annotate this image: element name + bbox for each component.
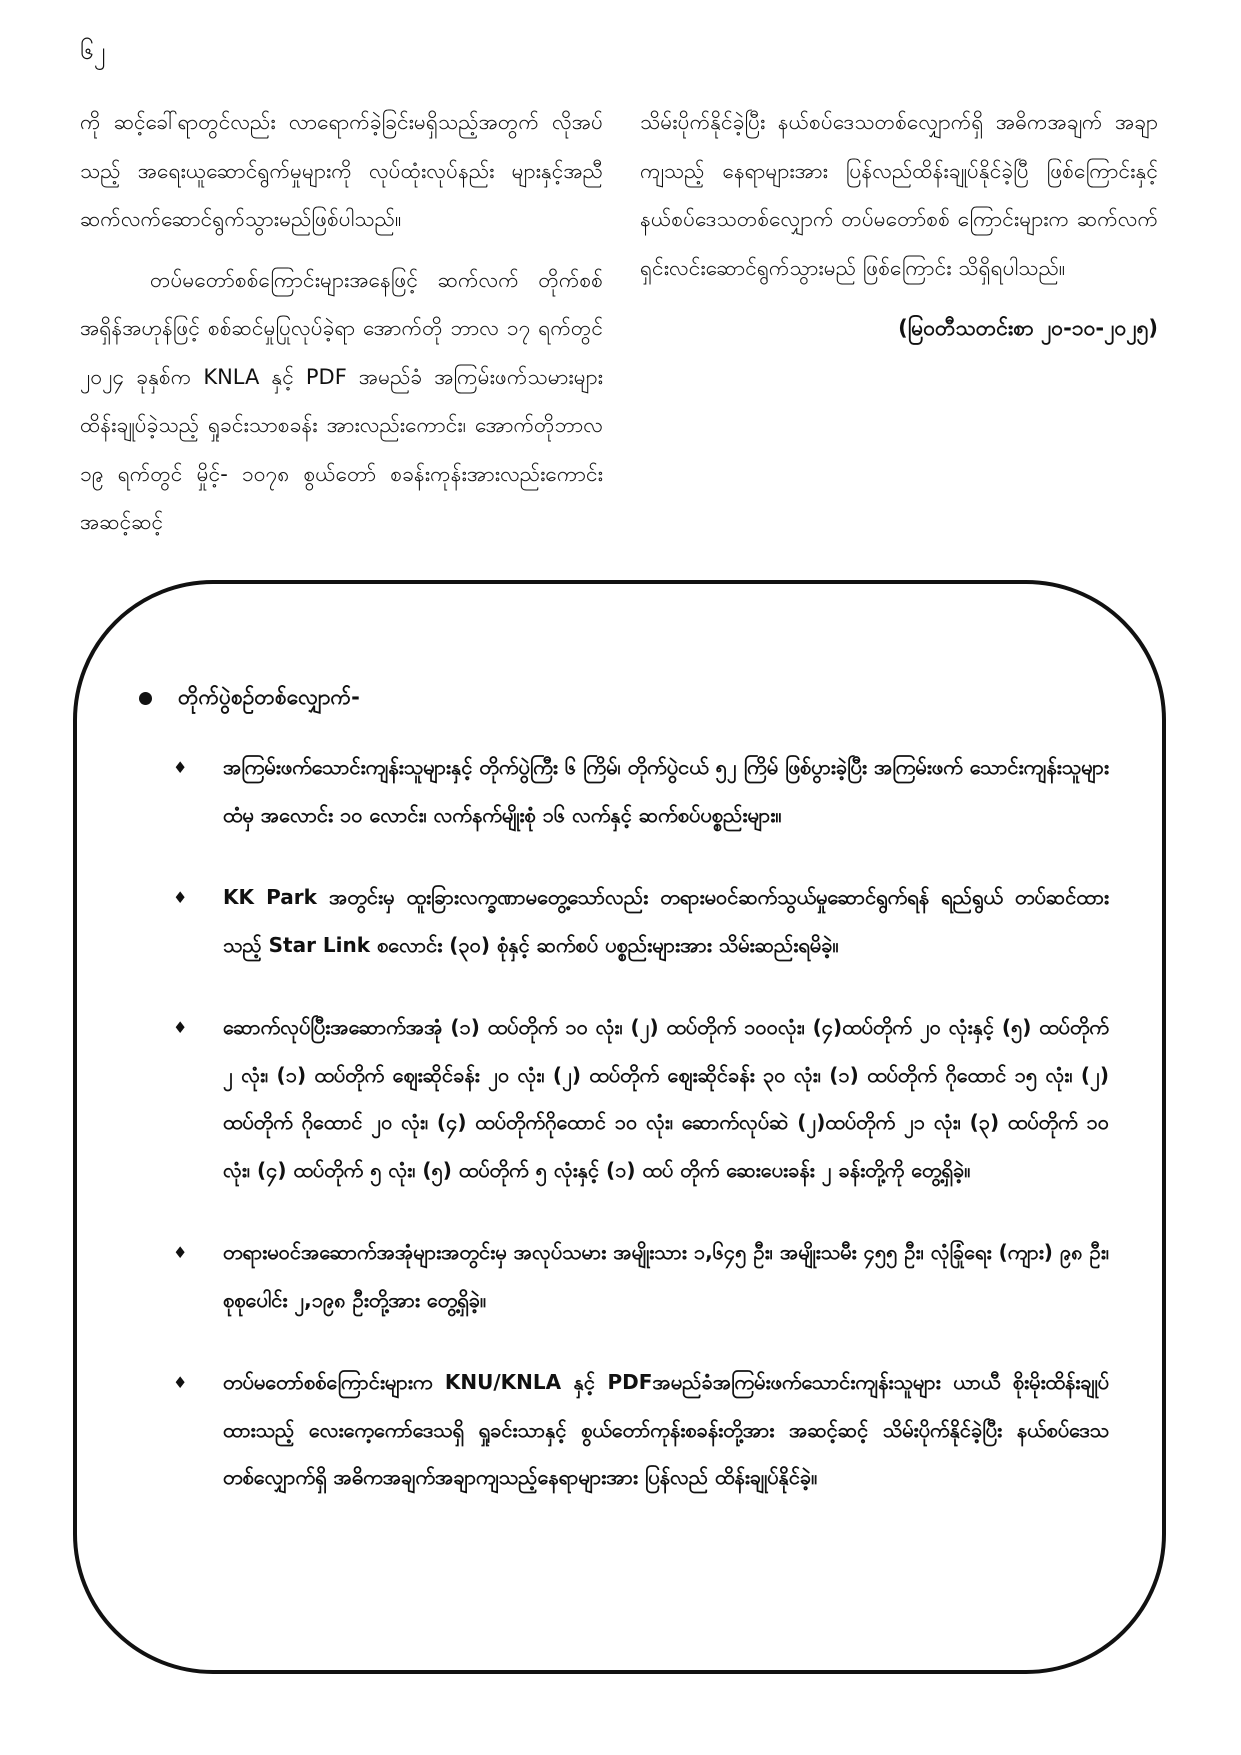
summary-list xyxy=(169,744,1109,1537)
page-number: ၆၂ xyxy=(80,37,106,65)
summary-item-text: တရားမဝင်အဆောက်အအုံများအတွင်းမှ အလုပ်သမား အမျိုးသား ၁,၆၄၅ ဦး၊ အမျိုးသမီး ၄၅၅ ဦး၊ လုံခြုံရေး (ကျား) ၉၈ ဦး၊ စုစုပေါင်း ၂,၁၉၈ ဦးတို့အား တွေ့ရှိခဲ့။ xyxy=(223,1240,1109,1312)
summary-list-item xyxy=(169,1004,1109,1194)
diamond-bullet-icon: ♦ xyxy=(173,1243,188,1262)
article-paragraph: တပ်မတော်စစ်ကြောင်းများအနေဖြင့် ဆက်လက် တိုက်စစ်အရှိန်အဟုန်ဖြင့် စစ်ဆင်မှုပြုလုပ်ခဲ့ရာ အောက်တို ဘာလ ၁၇ ရက်တွင် ၂၀၂၄ ခုနှစ်က KNLA နှင့် PDF အမည်ခံ အကြမ်းဖက်သမားများ ထိန်းချုပ်ခဲ့သည့် ရှုခင်းသာစခန်း အားလည်းကောင်း၊ အောက်တိုဘာလ ၁၉ ရက်တွင် မှိုင့်- ၁၀၇၈ စွယ်တော် စခန်းကုန်းအားလည်းကောင်း အဆင့်ဆင့် xyxy=(80,267,603,534)
article-source: (မြဝတီသတင်းစာ ၂၀-၁၀-၂၀၂၅) xyxy=(898,316,1158,340)
summary-list-item xyxy=(169,1359,1109,1502)
article-right-column xyxy=(640,98,1158,365)
summary-heading xyxy=(139,682,360,712)
summary-list-item xyxy=(169,874,1109,969)
diamond-bullet-icon: ♦ xyxy=(173,1018,188,1037)
article-paragraph: ကို ဆင့်ခေါ်ရာတွင်လည်း လာရောက်ခဲ့ခြင်းမရှိသည့်အတွက် လိုအပ်သည့် အရေးယူဆောင်ရွက်မှုများကို လုပ်ထုံးလုပ်နည်း များနှင့်အညီဆက်လက်ဆောင်ရွက်သွားမည်ဖြစ်ပါသည်။ xyxy=(80,110,603,231)
summary-list-item xyxy=(169,1229,1109,1324)
summary-item-text: KK Park အတွင်းမှ ထူးခြားလက္ခဏာမတွေ့သော်လည်း တရားမဝင်ဆက်သွယ်မှုဆောင်ရွက်ရန် ရည်ရွယ် တပ်ဆင်ထားသည့် Star Link စလောင်း (၃၀) စုံနှင့် ဆက်စပ် ပစ္စည်းများအား သိမ်းဆည်းရမိခဲ့။ xyxy=(223,885,1109,957)
summary-box xyxy=(73,580,1166,1674)
summary-item-text: တပ်မတော်စစ်ကြောင်းများက KNU/KNLA နှင့် PDFအမည်ခံအကြမ်းဖက်သောင်းကျန်းသူများ ယာယီ စိုးမိုးထိန်းချုပ်ထားသည့် လေးကေ့ကော်ဒေသရှိ ရှုခင်းသာနှင့် စွယ်တော်ကုန်းစခန်းတို့အား အဆင့်ဆင့် သိမ်းပိုက်နိုင်ခဲ့ပြီး နယ်စပ်ဒေသတစ်လျှောက်ရှိ အဓိကအချက်အချာကျသည့်နေရာများအား ပြန်လည် ထိန်းချုပ်နိုင်ခဲ့။ xyxy=(223,1370,1109,1489)
article-paragraph: သိမ်းပိုက်နိုင်ခဲ့ပြီး နယ်စပ်ဒေသတစ်လျှောက်ရှိ အဓိကအချက် အချာကျသည့် နေရာများအား ပြန်လည်ထိန်းချုပ်နိုင်ခဲ့ပြီ ဖြစ်ကြောင်းနှင့် နယ်စပ်ဒေသတစ်လျှောက် တပ်မတော်စစ် ကြောင်းများက ဆက်လက်ရှင်းလင်းဆောင်ရွက်သွားမည် ဖြစ်ကြောင်း သိရှိရပါသည်။ xyxy=(640,110,1158,280)
diamond-bullet-icon: ♦ xyxy=(173,1373,188,1392)
diamond-bullet-icon: ♦ xyxy=(173,888,188,907)
summary-heading-text: တိုက်ပွဲစဉ်တစ်လျှောက်- xyxy=(178,685,360,709)
bullet-dot-icon xyxy=(139,692,152,705)
summary-item-text: အကြမ်းဖက်သောင်းကျန်းသူများနှင့် တိုက်ပွဲကြီး ၆ ကြိမ်၊ တိုက်ပွဲငယ် ၅၂ ကြိမ် ဖြစ်ပွားခဲ့ပြီး အကြမ်းဖက် သောင်းကျန်းသူများထံမှ အလောင်း ၁၀ လောင်း၊ လက်နက်မျိုးစုံ ၁၆ လက်နှင့် ဆက်စပ်ပစ္စည်းများ။ xyxy=(223,755,1109,827)
diamond-bullet-icon: ♦ xyxy=(173,758,188,777)
summary-item-text: ဆောက်လုပ်ပြီးအဆောက်အအုံ (၁) ထပ်တိုက် ၁၀ လုံး၊ (၂) ထပ်တိုက် ၁၀၀လုံး၊ (၄)ထပ်တိုက် ၂၀ လုံးနှင့် (၅) ထပ်တိုက် ၂ လုံး၊ (၁) ထပ်တိုက် ဈေးဆိုင်ခန်း ၂၀ လုံး၊ (၂) ထပ်တိုက် ဈေးဆိုင်ခန်း ၃၀ လုံး၊ (၁) ထပ်တိုက် ဂိုထောင် ၁၅ လုံး၊ (၂) ထပ်တိုက် ဂိုထောင် ၂၀ လုံး၊ (၄) ထပ်တိုက်ဂိုထောင် ၁၀ လုံး၊ ဆောက်လုပ်ဆဲ (၂)ထပ်တိုက် ၂၁ လုံး၊ (၃) ထပ်တိုက် ၁၀ လုံး၊ (၄) ထပ်တိုက် ၅ လုံး၊ (၅) ထပ်တိုက် ၅ လုံးနှင့် (၁) ထပ် တိုက် ဆေးပေးခန်း ၂ ခန်းတို့ကို တွေ့ရှိခဲ့။ xyxy=(223,1015,1109,1182)
article-left-column xyxy=(80,98,603,559)
summary-list-item xyxy=(169,744,1109,839)
